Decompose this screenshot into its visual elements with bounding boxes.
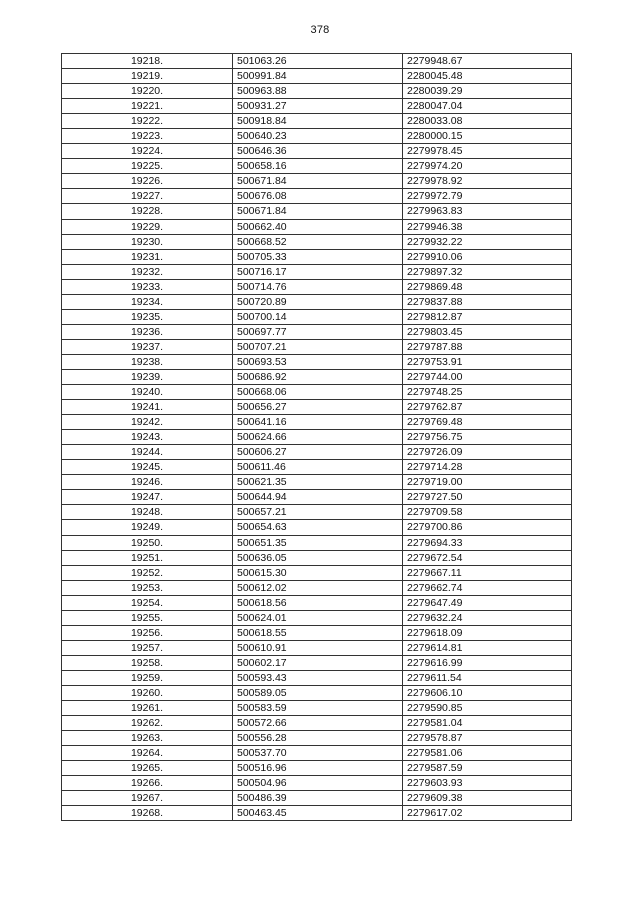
x-coordinate-cell: 500668.52 <box>233 234 403 249</box>
point-number-cell: 19245. <box>62 460 233 475</box>
y-coordinate-cell: 2279897.32 <box>403 264 572 279</box>
point-number-cell: 19263. <box>62 731 233 746</box>
point-number-cell: 19264. <box>62 746 233 761</box>
table-row <box>62 385 572 400</box>
x-coordinate-cell: 500963.88 <box>233 84 403 99</box>
point-number-cell: 19226. <box>62 174 233 189</box>
coordinates-table-body <box>62 54 572 821</box>
point-number-cell: 19251. <box>62 550 233 565</box>
table-row <box>62 550 572 565</box>
x-coordinate-cell: 500606.27 <box>233 445 403 460</box>
y-coordinate-cell: 2279709.58 <box>403 505 572 520</box>
point-number-cell: 19238. <box>62 354 233 369</box>
point-number-cell: 19228. <box>62 204 233 219</box>
y-coordinate-cell: 2279719.00 <box>403 475 572 490</box>
point-number-cell: 19240. <box>62 385 233 400</box>
x-coordinate-cell: 500705.33 <box>233 249 403 264</box>
y-coordinate-cell: 2279578.87 <box>403 731 572 746</box>
y-coordinate-cell: 2279769.48 <box>403 415 572 430</box>
x-coordinate-cell: 500686.92 <box>233 369 403 384</box>
point-number-cell: 19232. <box>62 264 233 279</box>
table-row <box>62 460 572 475</box>
table-row <box>62 234 572 249</box>
y-coordinate-cell: 2279609.38 <box>403 791 572 806</box>
page-number: 378 <box>310 24 330 36</box>
y-coordinate-cell: 2279932.22 <box>403 234 572 249</box>
x-coordinate-cell: 500556.28 <box>233 731 403 746</box>
point-number-cell: 19243. <box>62 430 233 445</box>
table-row <box>62 565 572 580</box>
y-coordinate-cell: 2279662.74 <box>403 580 572 595</box>
y-coordinate-cell: 2279974.20 <box>403 159 572 174</box>
x-coordinate-cell: 500463.45 <box>233 806 403 821</box>
table-row <box>62 204 572 219</box>
x-coordinate-cell: 500610.91 <box>233 640 403 655</box>
table-row <box>62 369 572 384</box>
table-row <box>62 580 572 595</box>
point-number-cell: 19246. <box>62 475 233 490</box>
table-row <box>62 490 572 505</box>
y-coordinate-cell: 2279837.88 <box>403 294 572 309</box>
table-row <box>62 144 572 159</box>
y-coordinate-cell: 2279869.48 <box>403 279 572 294</box>
x-coordinate-cell: 500918.84 <box>233 114 403 129</box>
x-coordinate-cell: 500700.14 <box>233 309 403 324</box>
point-number-cell: 19244. <box>62 445 233 460</box>
x-coordinate-cell: 500693.53 <box>233 354 403 369</box>
table-row <box>62 746 572 761</box>
point-number-cell: 19249. <box>62 520 233 535</box>
y-coordinate-cell: 2280000.15 <box>403 129 572 144</box>
table-row <box>62 339 572 354</box>
x-coordinate-cell: 500654.63 <box>233 520 403 535</box>
point-number-cell: 19220. <box>62 84 233 99</box>
point-number-cell: 19256. <box>62 625 233 640</box>
point-number-cell: 19234. <box>62 294 233 309</box>
x-coordinate-cell: 500658.16 <box>233 159 403 174</box>
y-coordinate-cell: 2279727.50 <box>403 490 572 505</box>
y-coordinate-cell: 2279787.88 <box>403 339 572 354</box>
table-row <box>62 129 572 144</box>
y-coordinate-cell: 2279700.86 <box>403 520 572 535</box>
table-row <box>62 430 572 445</box>
x-coordinate-cell: 500624.01 <box>233 610 403 625</box>
table-row <box>62 535 572 550</box>
y-coordinate-cell: 2279694.33 <box>403 535 572 550</box>
point-number-cell: 19224. <box>62 144 233 159</box>
table-row <box>62 69 572 84</box>
y-coordinate-cell: 2279753.91 <box>403 354 572 369</box>
y-coordinate-cell: 2279614.81 <box>403 640 572 655</box>
x-coordinate-cell: 500636.05 <box>233 550 403 565</box>
x-coordinate-cell: 500602.17 <box>233 655 403 670</box>
y-coordinate-cell: 2279946.38 <box>403 219 572 234</box>
y-coordinate-cell: 2279587.59 <box>403 761 572 776</box>
table-row <box>62 84 572 99</box>
y-coordinate-cell: 2280047.04 <box>403 99 572 114</box>
table-row <box>62 309 572 324</box>
point-number-cell: 19235. <box>62 309 233 324</box>
table-row <box>62 189 572 204</box>
y-coordinate-cell: 2279647.49 <box>403 595 572 610</box>
table-row <box>62 219 572 234</box>
y-coordinate-cell: 2279726.09 <box>403 445 572 460</box>
x-coordinate-cell: 500676.08 <box>233 189 403 204</box>
x-coordinate-cell: 500656.27 <box>233 400 403 415</box>
table-row <box>62 520 572 535</box>
point-number-cell: 19259. <box>62 670 233 685</box>
coordinates-table <box>61 53 572 821</box>
y-coordinate-cell: 2279978.45 <box>403 144 572 159</box>
x-coordinate-cell: 500714.76 <box>233 279 403 294</box>
y-coordinate-cell: 2279606.10 <box>403 685 572 700</box>
point-number-cell: 19237. <box>62 339 233 354</box>
point-number-cell: 19254. <box>62 595 233 610</box>
y-coordinate-cell: 2279963.83 <box>403 204 572 219</box>
x-coordinate-cell: 500504.96 <box>233 776 403 791</box>
table-row <box>62 640 572 655</box>
point-number-cell: 19268. <box>62 806 233 821</box>
y-coordinate-cell: 2279611.54 <box>403 670 572 685</box>
x-coordinate-cell: 500931.27 <box>233 99 403 114</box>
table-row <box>62 445 572 460</box>
table-row <box>62 716 572 731</box>
table-row <box>62 776 572 791</box>
x-coordinate-cell: 500618.56 <box>233 595 403 610</box>
x-coordinate-cell: 500641.16 <box>233 415 403 430</box>
y-coordinate-cell: 2279803.45 <box>403 324 572 339</box>
point-number-cell: 19218. <box>62 54 233 69</box>
y-coordinate-cell: 2279910.06 <box>403 249 572 264</box>
table-row <box>62 761 572 776</box>
y-coordinate-cell: 2279762.87 <box>403 400 572 415</box>
table-row <box>62 791 572 806</box>
point-number-cell: 19227. <box>62 189 233 204</box>
point-number-cell: 19233. <box>62 279 233 294</box>
y-coordinate-cell: 2279581.06 <box>403 746 572 761</box>
table-row <box>62 324 572 339</box>
y-coordinate-cell: 2279581.04 <box>403 716 572 731</box>
point-number-cell: 19258. <box>62 655 233 670</box>
table-row <box>62 415 572 430</box>
y-coordinate-cell: 2279618.09 <box>403 625 572 640</box>
table-row <box>62 99 572 114</box>
x-coordinate-cell: 500720.89 <box>233 294 403 309</box>
x-coordinate-cell: 500651.35 <box>233 535 403 550</box>
x-coordinate-cell: 500671.84 <box>233 204 403 219</box>
x-coordinate-cell: 500707.21 <box>233 339 403 354</box>
table-row <box>62 505 572 520</box>
x-coordinate-cell: 500640.23 <box>233 129 403 144</box>
point-number-cell: 19222. <box>62 114 233 129</box>
point-number-cell: 19231. <box>62 249 233 264</box>
table-row <box>62 294 572 309</box>
y-coordinate-cell: 2279756.75 <box>403 430 572 445</box>
table-row <box>62 354 572 369</box>
point-number-cell: 19255. <box>62 610 233 625</box>
point-number-cell: 19250. <box>62 535 233 550</box>
point-number-cell: 19223. <box>62 129 233 144</box>
table-row <box>62 731 572 746</box>
y-coordinate-cell: 2279616.99 <box>403 655 572 670</box>
y-coordinate-cell: 2279632.24 <box>403 610 572 625</box>
y-coordinate-cell: 2279590.85 <box>403 701 572 716</box>
x-coordinate-cell: 500668.06 <box>233 385 403 400</box>
x-coordinate-cell: 500572.66 <box>233 716 403 731</box>
y-coordinate-cell: 2280039.29 <box>403 84 572 99</box>
y-coordinate-cell: 2279617.02 <box>403 806 572 821</box>
x-coordinate-cell: 500612.02 <box>233 580 403 595</box>
point-number-cell: 19242. <box>62 415 233 430</box>
table-row <box>62 264 572 279</box>
x-coordinate-cell: 500991.84 <box>233 69 403 84</box>
point-number-cell: 19241. <box>62 400 233 415</box>
point-number-cell: 19219. <box>62 69 233 84</box>
x-coordinate-cell: 500671.84 <box>233 174 403 189</box>
table-row <box>62 279 572 294</box>
y-coordinate-cell: 2279972.79 <box>403 189 572 204</box>
point-number-cell: 19229. <box>62 219 233 234</box>
x-coordinate-cell: 500621.35 <box>233 475 403 490</box>
y-coordinate-cell: 2279948.67 <box>403 54 572 69</box>
point-number-cell: 19252. <box>62 565 233 580</box>
y-coordinate-cell: 2279748.25 <box>403 385 572 400</box>
x-coordinate-cell: 500486.39 <box>233 791 403 806</box>
table-row <box>62 114 572 129</box>
y-coordinate-cell: 2279672.54 <box>403 550 572 565</box>
x-coordinate-cell: 501063.26 <box>233 54 403 69</box>
table-row <box>62 475 572 490</box>
table-row <box>62 685 572 700</box>
table-row <box>62 174 572 189</box>
point-number-cell: 19261. <box>62 701 233 716</box>
table-row <box>62 159 572 174</box>
x-coordinate-cell: 500646.36 <box>233 144 403 159</box>
table-row <box>62 625 572 640</box>
table-row <box>62 54 572 69</box>
x-coordinate-cell: 500593.43 <box>233 670 403 685</box>
x-coordinate-cell: 500618.55 <box>233 625 403 640</box>
table-row <box>62 400 572 415</box>
point-number-cell: 19247. <box>62 490 233 505</box>
y-coordinate-cell: 2280033.08 <box>403 114 572 129</box>
y-coordinate-cell: 2279603.93 <box>403 776 572 791</box>
point-number-cell: 19221. <box>62 99 233 114</box>
point-number-cell: 19248. <box>62 505 233 520</box>
x-coordinate-cell: 500697.77 <box>233 324 403 339</box>
point-number-cell: 19262. <box>62 716 233 731</box>
point-number-cell: 19230. <box>62 234 233 249</box>
point-number-cell: 19267. <box>62 791 233 806</box>
table-row <box>62 655 572 670</box>
x-coordinate-cell: 500589.05 <box>233 685 403 700</box>
x-coordinate-cell: 500611.46 <box>233 460 403 475</box>
point-number-cell: 19266. <box>62 776 233 791</box>
table-row <box>62 595 572 610</box>
x-coordinate-cell: 500583.59 <box>233 701 403 716</box>
point-number-cell: 19265. <box>62 761 233 776</box>
y-coordinate-cell: 2279744.00 <box>403 369 572 384</box>
point-number-cell: 19257. <box>62 640 233 655</box>
y-coordinate-cell: 2280045.48 <box>403 69 572 84</box>
y-coordinate-cell: 2279667.11 <box>403 565 572 580</box>
x-coordinate-cell: 500644.94 <box>233 490 403 505</box>
x-coordinate-cell: 500716.17 <box>233 264 403 279</box>
x-coordinate-cell: 500516.96 <box>233 761 403 776</box>
x-coordinate-cell: 500662.40 <box>233 219 403 234</box>
point-number-cell: 19239. <box>62 369 233 384</box>
y-coordinate-cell: 2279978.92 <box>403 174 572 189</box>
table-row <box>62 806 572 821</box>
point-number-cell: 19253. <box>62 580 233 595</box>
x-coordinate-cell: 500537.70 <box>233 746 403 761</box>
table-row <box>62 701 572 716</box>
y-coordinate-cell: 2279812.87 <box>403 309 572 324</box>
table-row <box>62 670 572 685</box>
x-coordinate-cell: 500615.30 <box>233 565 403 580</box>
y-coordinate-cell: 2279714.28 <box>403 460 572 475</box>
x-coordinate-cell: 500624.66 <box>233 430 403 445</box>
point-number-cell: 19225. <box>62 159 233 174</box>
x-coordinate-cell: 500657.21 <box>233 505 403 520</box>
table-row <box>62 610 572 625</box>
table-row <box>62 249 572 264</box>
point-number-cell: 19236. <box>62 324 233 339</box>
point-number-cell: 19260. <box>62 685 233 700</box>
